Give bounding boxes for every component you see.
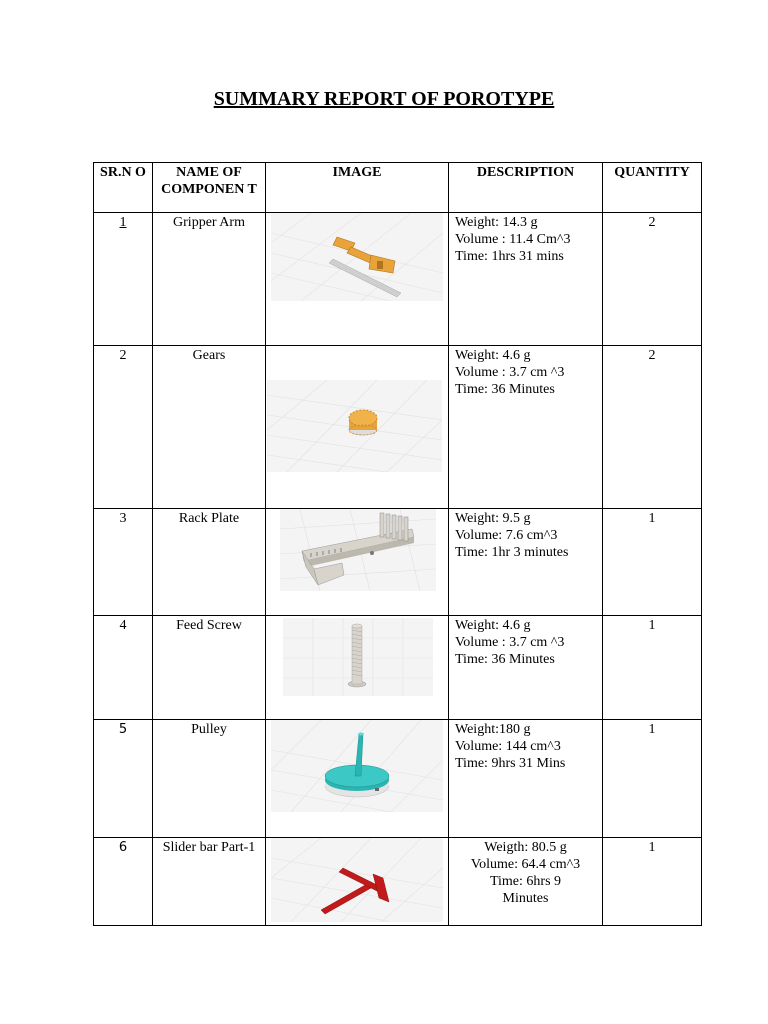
gears-image — [267, 380, 442, 472]
row-name: Rack Plate — [153, 509, 266, 616]
header-image: IMAGE — [266, 163, 449, 213]
row-image — [266, 838, 449, 926]
row-weight: Weigth: 80.5 g — [484, 840, 567, 855]
gripper-arm-image — [271, 213, 443, 301]
row-volume: Volume: 144 cm^3 — [455, 739, 561, 754]
row-time: Time: 9hrs 31 Mins — [455, 756, 566, 771]
row-time: Time: 36 Minutes — [455, 382, 555, 397]
row-name: Pulley — [153, 720, 266, 838]
row-image — [266, 616, 449, 720]
row-sr: 1 — [119, 215, 127, 230]
row-weight: Weight: 9.5 g — [455, 511, 531, 526]
feed-screw-image — [283, 618, 433, 696]
row-image — [266, 509, 449, 616]
row-quantity: 1 — [603, 838, 702, 926]
row-quantity: 1 — [603, 509, 702, 616]
row-weight: Weight: 4.6 g — [455, 348, 531, 363]
page-title: SUMMARY REPORT OF POROTYPE — [213, 88, 555, 110]
row-quantity: 1 — [603, 616, 702, 720]
row-sr: 3 — [94, 509, 153, 616]
row-weight: Weight: 4.6 g — [455, 618, 531, 633]
table-row — [94, 616, 702, 720]
table-row — [94, 213, 702, 346]
row-quantity: 2 — [603, 213, 702, 346]
row-time: Time: 36 Minutes — [455, 652, 555, 667]
row-image — [266, 346, 449, 509]
header-row — [94, 163, 702, 213]
rack-plate-image — [280, 509, 436, 591]
header-quantity: QUANTITY — [603, 163, 702, 213]
row-volume: Volume: 7.6 cm^3 — [455, 528, 558, 543]
row-sr: 6 — [94, 838, 153, 926]
row-name: Gears — [153, 346, 266, 509]
row-time: Time: 1hrs 31 mins — [455, 249, 564, 264]
summary-table — [93, 162, 702, 926]
table-row — [94, 509, 702, 616]
row-image — [266, 213, 449, 346]
row-sr: 5 — [94, 720, 153, 838]
table-row — [94, 838, 702, 926]
row-quantity: 2 — [603, 346, 702, 509]
header-name: NAME OF COMPONEN T — [153, 163, 266, 213]
row-sr: 2 — [94, 346, 153, 509]
slider-bar-image — [271, 838, 443, 922]
row-volume: Volume: 64.4 cm^3 — [470, 857, 581, 872]
table-row — [94, 720, 702, 838]
row-time: Time: 1hr 3 minutes — [455, 545, 569, 560]
row-quantity: 1 — [603, 720, 702, 838]
table-row — [94, 346, 702, 509]
row-volume: Volume : 3.7 cm ^3 — [455, 635, 565, 650]
row-name: Slider bar Part-1 — [153, 838, 266, 926]
row-weight: Weight:180 g — [455, 722, 531, 737]
row-volume: Volume : 11.4 Cm^3 — [455, 232, 571, 247]
header-description: DESCRIPTION — [449, 163, 603, 213]
row-name: Feed Screw — [153, 616, 266, 720]
row-weight: Weight: 14.3 g — [455, 215, 538, 230]
header-sr: SR.N O — [94, 163, 153, 213]
row-name: Gripper Arm — [153, 213, 266, 346]
pulley-image — [271, 720, 443, 812]
row-image — [266, 720, 449, 838]
row-time: Time: 6hrs 9 Minutes — [489, 874, 562, 906]
row-sr: 4 — [94, 616, 153, 720]
row-volume: Volume : 3.7 cm ^3 — [455, 365, 565, 380]
